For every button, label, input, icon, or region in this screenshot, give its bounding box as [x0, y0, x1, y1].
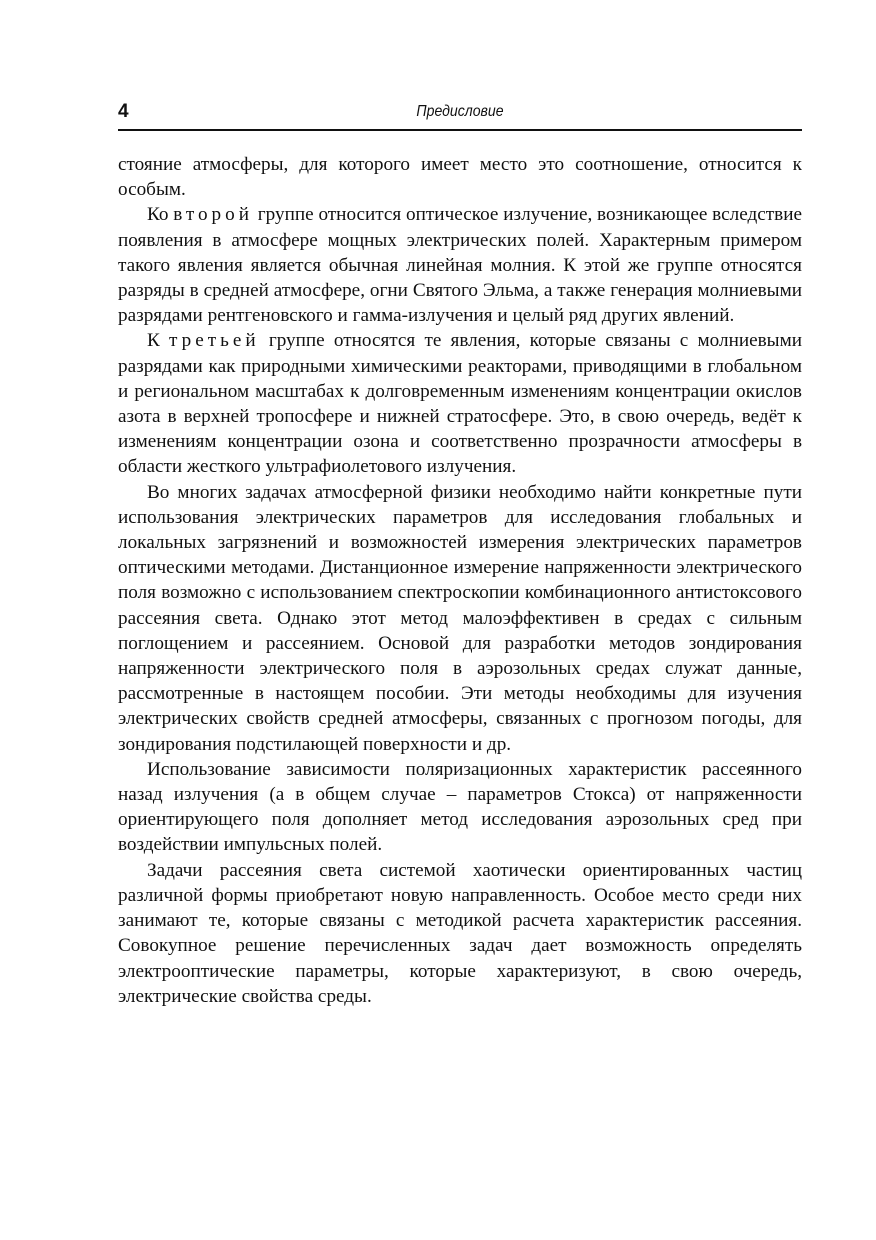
paragraph	[118, 858, 802, 1009]
paragraph	[118, 202, 802, 328]
paragraph-text: Задачи рассеяния света системой хаотически ориентированных частиц различной формы приобретают новую направленность. Особое место среди них занимают те, которые связаны с методикой расчета характеристик рассеяния. Совокупное решение перечисленных задач дает возможность определять электрооптические параметры, которые характеризуют, в свою очередь, электрические свойства среды.	[118, 859, 802, 1007]
page-header	[118, 100, 802, 130]
paragraph-text: группе относится оптическое излучение, возникающее вследствие появления в атмосфере мощных электрических полей. Характерным примером такого явления является обычная линейная молния. К этой же группе относятся разряды в средней атмосфере, огни Святого Эльма, а также генерация молниевыми разрядами рентгеновского и гамма-излучения и целый ряд других явлений.	[118, 204, 802, 327]
emphasized-word: второй	[173, 204, 253, 226]
paragraph-lead: Ко	[147, 204, 174, 226]
header-divider	[118, 129, 802, 131]
page-number: 4	[118, 101, 129, 122]
paragraph	[118, 152, 802, 202]
paragraph-lead: К	[147, 330, 169, 352]
paragraph	[118, 328, 802, 479]
body-text	[118, 152, 802, 1009]
paragraph-text: группе относятся те явления, которые связаны с молниевыми разрядами как природными химическими реакторами, приводящими в глобальном и региональном масштабах к долговременным изменениям концентрации окислов азота в верхней тропосфере и нижней стратосфере. Это, в свою очередь, ведёт к изменениям концентрации озона и соответственно прозрачности атмосферы в области жесткого ультрафиолетового излучения.	[118, 330, 802, 478]
paragraph-text: Во многих задачах атмосферной физики необходимо найти конкретные пути использования электрических параметров для исследования глобальных и локальных загрязнений и возможностей измерения электрических параметров оптическими методами. Дистанционное измерение напряженности электрического поля возможно с использованием спектроскопии комбинационного антистоксового рассеяния света. Однако этот метод малоэффективен в средах с сильным поглощением и рассеянием. Основой для разработки методов зондирования напряженности электрического поля в аэрозольных средах служат данные, рассмотренные в настоящем пособии. Эти методы необходимы для изучения электрических свойств средней атмосферы, связанных с прогнозом погоды, для зондирования подстилающей поверхности и др.	[118, 481, 802, 755]
running-title: Предисловие	[416, 103, 504, 120]
paragraph-text: стояние атмосферы, для которого имеет место это соотношение, относится к особым.	[118, 154, 802, 201]
paragraph-text: Использование зависимости поляризационных характеристик рассеянного назад излучения (а в общем случае – параметров Стокса) от напряженности ориентирующего поля дополняет метод исследования аэрозольных сред при воздействии импульсных полей.	[118, 758, 802, 856]
emphasized-word: третьей	[169, 330, 260, 352]
paragraph	[118, 480, 802, 757]
paragraph	[118, 757, 802, 858]
